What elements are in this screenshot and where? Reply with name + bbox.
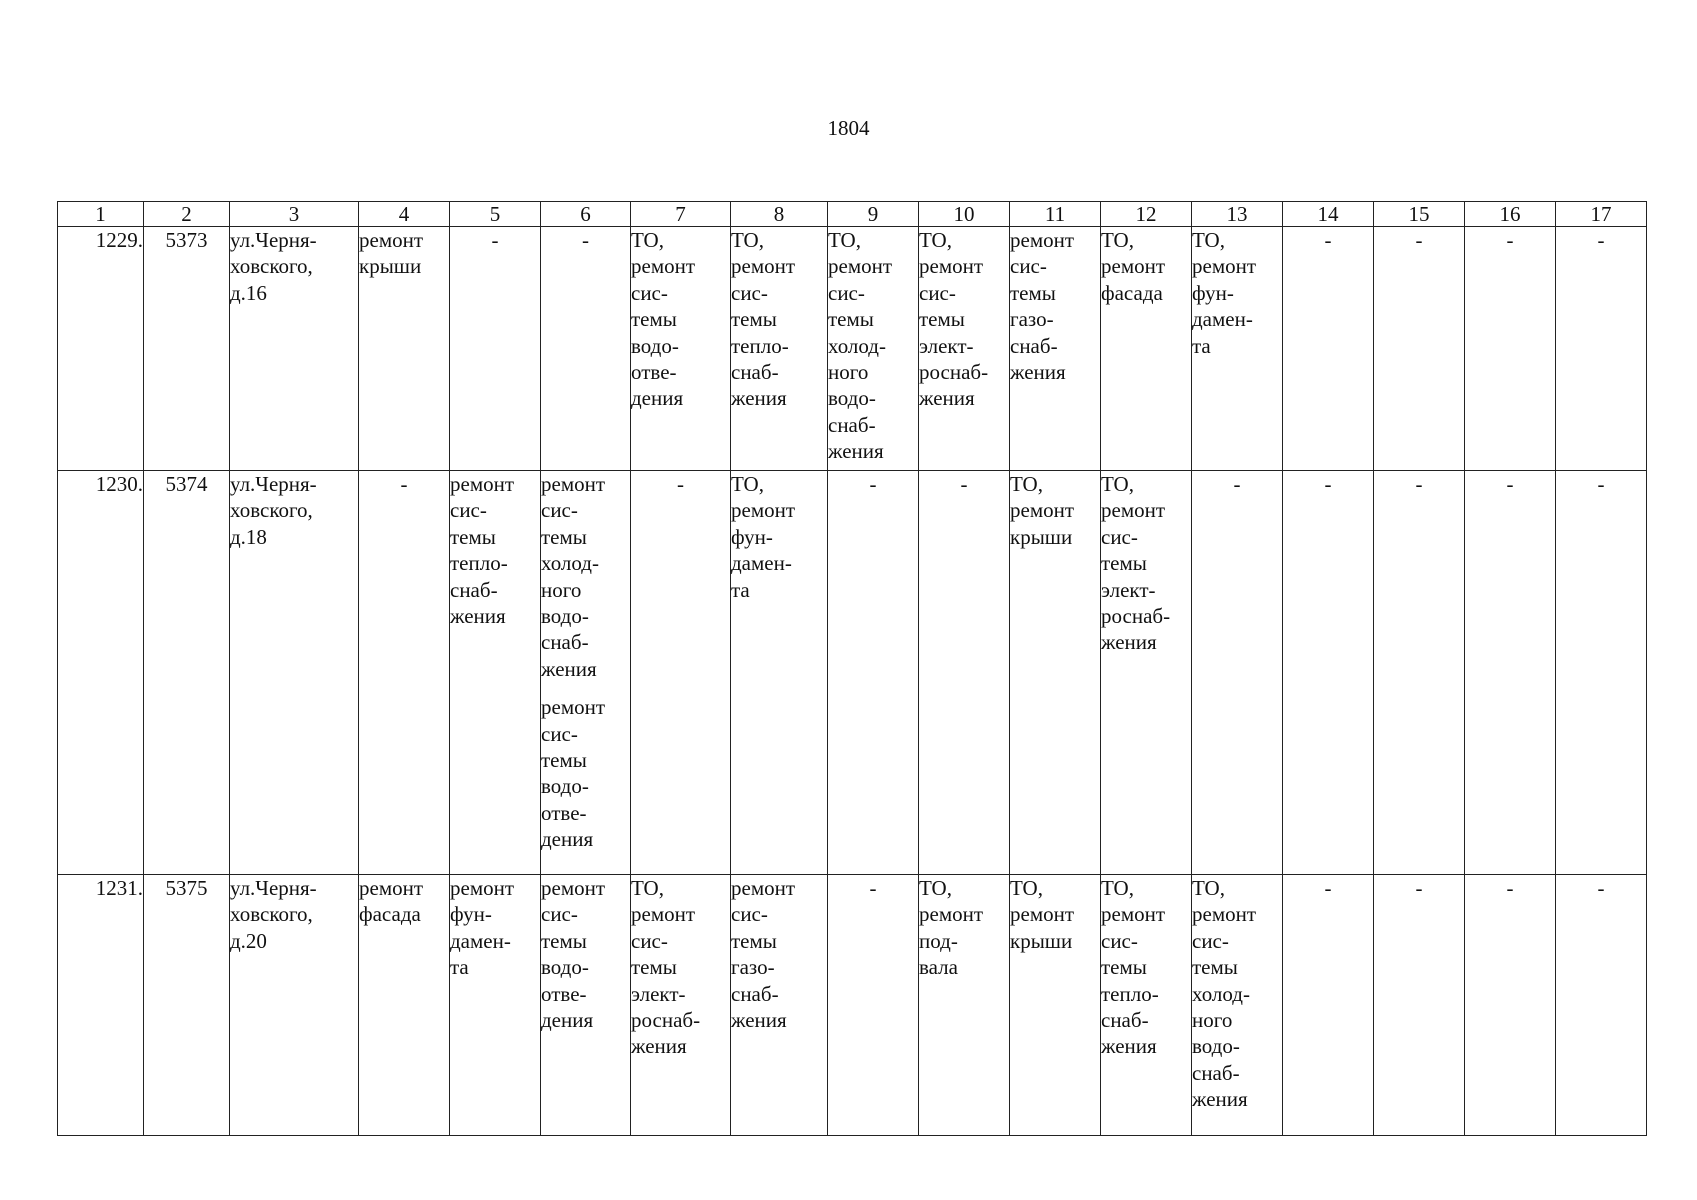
work-cell: [1101, 471, 1192, 875]
address: ул.Черня- ховского, д.18: [230, 472, 317, 549]
empty-mark: -: [1415, 228, 1423, 252]
column-header: 9: [828, 202, 919, 227]
column-header: 8: [731, 202, 828, 227]
work-item: ТО, ремонт под- вала: [919, 876, 984, 980]
work-cell: [1192, 227, 1283, 471]
work-cell: [1101, 227, 1192, 471]
work-cell: [1010, 227, 1101, 471]
column-header: 17: [1556, 202, 1647, 227]
work-item: ремонт сис- темы холод- ного водо- снаб- жения: [541, 472, 606, 681]
work-cell: [631, 227, 731, 471]
empty-mark: -: [1506, 472, 1514, 496]
work-cell: [828, 875, 919, 1136]
empty-mark: -: [1597, 228, 1605, 252]
work-cell: [1192, 875, 1283, 1136]
work-item: ремонт фун- дамен- та: [450, 876, 515, 980]
row-number: 1229.: [58, 227, 144, 471]
work-item: ремонт фасада: [359, 876, 424, 927]
empty-mark: -: [582, 228, 589, 252]
address-cell: [230, 875, 359, 1136]
work-item: ТО, ремонт сис- темы элект- роснаб- жения: [631, 876, 701, 1059]
column-header: 16: [1465, 202, 1556, 227]
work-cell: [731, 471, 828, 875]
work-cell: [1101, 875, 1192, 1136]
empty-mark: -: [1597, 876, 1605, 900]
column-header: 5: [450, 202, 541, 227]
address-cell: [230, 471, 359, 875]
column-header: 1: [58, 202, 144, 227]
column-header: 11: [1010, 202, 1101, 227]
work-cell: [1465, 471, 1556, 875]
empty-mark: -: [869, 472, 877, 496]
empty-mark: -: [400, 472, 408, 496]
work-item: ТО, ремонт сис- темы элект- роснаб- жения: [919, 228, 989, 411]
work-cell: [1283, 875, 1374, 1136]
row-number: 1230.: [58, 471, 144, 875]
empty-mark: -: [1324, 876, 1332, 900]
work-cell: [1374, 471, 1465, 875]
building-code: 5375: [144, 875, 230, 1136]
column-header: 4: [359, 202, 450, 227]
work-cell: [631, 471, 731, 875]
empty-mark: -: [1324, 228, 1332, 252]
empty-mark: -: [1506, 228, 1514, 252]
work-cell: [828, 471, 919, 875]
work-item: ТО, ремонт сис- темы холод- ного водо- снаб- жения: [1192, 876, 1257, 1112]
work-cell: [541, 875, 631, 1136]
work-cell: [1556, 227, 1647, 471]
address: ул.Черня- ховского, д.20: [230, 876, 317, 953]
work-cell: [359, 875, 450, 1136]
work-item: ТО, ремонт фун- дамен- та: [1192, 228, 1257, 358]
work-item: ТО, ремонт сис- темы элект- роснаб- жения: [1101, 472, 1171, 655]
building-code: 5373: [144, 227, 230, 471]
work-cell: [450, 227, 541, 471]
column-header: 3: [230, 202, 359, 227]
empty-mark: -: [869, 876, 877, 900]
work-item: ремонт сис- темы водо- отве- дения: [541, 695, 606, 852]
work-cell: [1374, 227, 1465, 471]
address: ул.Черня- ховского, д.16: [230, 228, 317, 305]
work-cell: [919, 471, 1010, 875]
work-item: ТО, ремонт сис- темы холод- ного водо- снаб- жения: [828, 228, 893, 464]
column-header: 6: [541, 202, 631, 227]
work-item: ремонт сис- темы газо- снаб- жения: [1010, 228, 1075, 385]
work-cell: [1010, 875, 1101, 1136]
column-header: 12: [1101, 202, 1192, 227]
empty-mark: -: [1597, 472, 1605, 496]
work-cell: [1374, 875, 1465, 1136]
empty-mark: -: [1324, 472, 1332, 496]
column-header: 13: [1192, 202, 1283, 227]
work-cell: [541, 227, 631, 471]
work-cell: [1465, 227, 1556, 471]
work-item: ТО, ремонт крыши: [1010, 472, 1075, 549]
empty-mark: -: [491, 228, 499, 252]
work-cell: [359, 471, 450, 875]
empty-mark: -: [1415, 876, 1423, 900]
empty-mark: -: [1415, 472, 1423, 496]
work-cell: [631, 875, 731, 1136]
work-item: ремонт крыши: [359, 228, 424, 279]
work-cell: [1556, 875, 1647, 1136]
work-cell: [1192, 471, 1283, 875]
work-cell: [541, 471, 631, 875]
work-cell: [731, 227, 828, 471]
work-cell: [450, 471, 541, 875]
work-item: ремонт сис- темы тепло- снаб- жения: [450, 472, 515, 629]
work-cell: [1556, 471, 1647, 875]
column-header: 15: [1374, 202, 1465, 227]
column-header: 10: [919, 202, 1010, 227]
work-item: ТО, ремонт сис- темы водо- отве- дения: [631, 228, 696, 411]
work-cell: [919, 227, 1010, 471]
column-header: 14: [1283, 202, 1374, 227]
work-cell: [1465, 875, 1556, 1136]
work-item: ТО, ремонт сис- темы тепло- снаб- жения: [1101, 876, 1166, 1059]
work-item: ремонт сис- темы газо- снаб- жения: [731, 876, 796, 1033]
column-header: 7: [631, 202, 731, 227]
row-number: 1231.: [58, 875, 144, 1136]
address-cell: [230, 227, 359, 471]
work-item: ТО, ремонт фасада: [1101, 228, 1166, 305]
work-cell: [828, 227, 919, 471]
column-header: 2: [144, 202, 230, 227]
work-cell: [1283, 227, 1374, 471]
work-cell: [919, 875, 1010, 1136]
column-number-row: [58, 202, 1647, 227]
empty-mark: -: [1506, 876, 1514, 900]
work-cell: [1010, 471, 1101, 875]
work-item: ТО, ремонт сис- темы тепло- снаб- жения: [731, 228, 796, 411]
empty-mark: -: [677, 472, 684, 496]
table-row: [58, 471, 1647, 875]
work-cell: [731, 875, 828, 1136]
building-code: 5374: [144, 471, 230, 875]
work-item: ТО, ремонт фун- дамен- та: [731, 472, 796, 602]
work-cell: [1283, 471, 1374, 875]
work-schedule-table: [57, 201, 1647, 1136]
work-item: ремонт сис- темы водо- отве- дения: [541, 876, 606, 1033]
table-row: [58, 875, 1647, 1136]
work-cell: [359, 227, 450, 471]
empty-mark: -: [1233, 472, 1241, 496]
table-row: [58, 227, 1647, 471]
empty-mark: -: [960, 472, 968, 496]
page-number: 1804: [827, 116, 870, 140]
work-cell: [450, 875, 541, 1136]
work-item: ТО, ремонт крыши: [1010, 876, 1075, 953]
